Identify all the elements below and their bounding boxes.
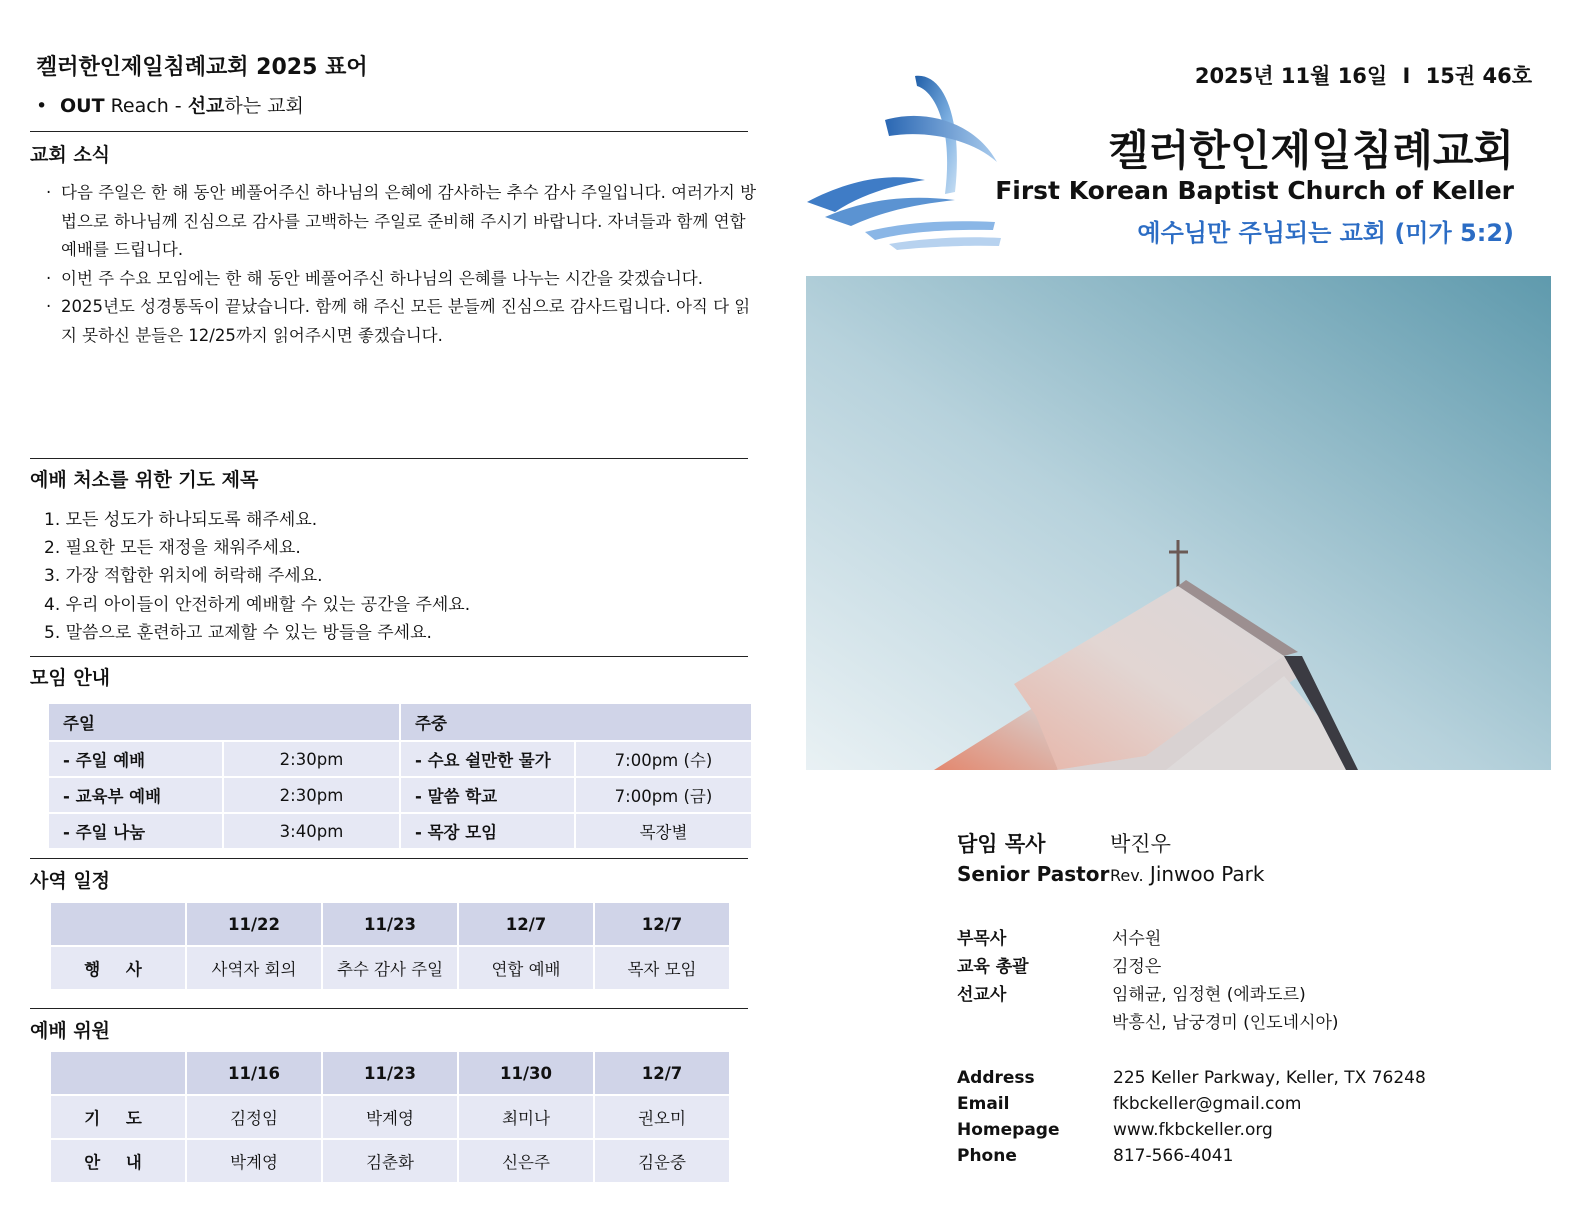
- meeting-label: - 목장 모임: [401, 814, 574, 848]
- name-cell: 김정임: [187, 1096, 321, 1138]
- issue-separator: I: [1402, 64, 1411, 88]
- name-cell: 최미나: [459, 1096, 593, 1138]
- motto-title: 켈러한인제일침례교회 2025 표어: [36, 55, 368, 80]
- table-row: [51, 947, 729, 989]
- prayer-item: 4. 우리 아이들이 안전하게 예배할 수 있는 공간을 주세요.: [44, 594, 471, 615]
- pastor-en-fullname: Jinwoo Park: [1149, 862, 1265, 886]
- corner-cell: [51, 903, 185, 945]
- table-row: [49, 742, 751, 776]
- name-cell: 김운중: [595, 1140, 729, 1182]
- issue-line: [1195, 60, 1532, 90]
- church-logo: [805, 72, 1005, 250]
- church-photo: [806, 276, 1551, 770]
- ministry-table: [49, 901, 731, 991]
- meeting-label: - 교육부 예배: [49, 778, 222, 812]
- email-link[interactable]: fkbckeller@gmail.com: [1113, 1094, 1302, 1114]
- table-row: [49, 814, 751, 848]
- missionary-line: 박흥신, 남궁경미 (인도네시아): [1112, 1013, 1339, 1033]
- divider: [30, 458, 748, 459]
- issue-date: 2025년 11월 16일: [1194, 64, 1388, 88]
- phone-value: 817-566-4041: [1113, 1146, 1234, 1166]
- meeting-time: 2:30pm: [224, 742, 399, 776]
- sunday-header: 주일: [49, 704, 399, 740]
- pastor-en-label: Senior Pastor: [957, 862, 1110, 886]
- address-label: Address: [957, 1068, 1035, 1088]
- missionary-label: 선교사: [957, 985, 1007, 1005]
- date-header: 11/22: [187, 903, 321, 945]
- meetings-table: [47, 702, 753, 850]
- event-cell: 추수 감사 주일: [323, 947, 457, 989]
- church-name-en: First Korean Baptist Church of Keller: [995, 176, 1514, 205]
- pastor-kr-name: 박진우: [1110, 832, 1171, 856]
- table-row: [51, 1140, 729, 1182]
- news-list: [46, 179, 766, 350]
- meeting-time: 7:00pm (금): [576, 778, 751, 812]
- news-item: · 다음 주일은 한 해 동안 베풀어주신 하나님의 은혜에 감사하는 추수 감사 주일입니다. 여러가지 방법으로 하나님께 진심으로 감사를 고백하는 주일로 준비해 주시기 바랍니다. 자녀들과 함께 연합 예배를 드립니다.: [46, 183, 757, 259]
- church-tagline: 예수님만 주님되는 교회 (미가 5:2): [1137, 219, 1514, 247]
- meeting-time: 7:00pm (수): [576, 742, 751, 776]
- name-cell: 신은주: [459, 1140, 593, 1182]
- pastor-en-name: [1110, 862, 1264, 886]
- name-cell: 박계영: [187, 1140, 321, 1182]
- phone-label: Phone: [957, 1146, 1017, 1166]
- missionary-line: 임해균, 임정현 (에콰도르): [1112, 985, 1306, 1005]
- motto-bullet: [36, 91, 304, 118]
- assoc-label: 부목사: [957, 929, 1007, 949]
- divider: [30, 1008, 748, 1009]
- row-label: 기 도: [51, 1096, 185, 1138]
- homepage-link[interactable]: www.fkbckeller.org: [1113, 1120, 1273, 1140]
- divider: [30, 656, 748, 657]
- prayer-item: 3. 가장 적합한 위치에 허락해 주세요.: [44, 566, 323, 587]
- prayer-item: 2. 필요한 모든 재정을 채워주세요.: [44, 538, 301, 559]
- motto-mission: 선교: [187, 95, 225, 117]
- issue-number: 15권 46호: [1425, 64, 1532, 88]
- divider: [30, 858, 748, 859]
- news-item: · 2025년도 성경통독이 끝났습니다. 함께 해 주신 모든 분들께 진심으로 감사드립니다. 아직 다 읽지 못하신 분들은 12/25까지 읽어주시면 좋겠습니다.: [46, 297, 751, 345]
- pastor-kr-label: 담임 목사: [957, 832, 1046, 856]
- email-label: Email: [957, 1094, 1010, 1114]
- date-header: 11/16: [187, 1052, 321, 1094]
- meeting-time: 2:30pm: [224, 778, 399, 812]
- row-label: 행 사: [51, 947, 185, 989]
- prayer-title: 예배 처소를 위한 기도 제목: [30, 469, 259, 491]
- date-header: 12/7: [459, 903, 593, 945]
- meeting-time: 3:40pm: [224, 814, 399, 848]
- committee-title: 예배 위원: [30, 1020, 111, 1042]
- prayer-item: 1. 모든 성도가 하나되도록 해주세요.: [44, 510, 318, 530]
- news-title: 교회 소식: [30, 144, 111, 166]
- committee-table: [49, 1050, 731, 1184]
- name-cell: 권오미: [595, 1096, 729, 1138]
- date-header: 11/23: [323, 1052, 457, 1094]
- meetings-title: 모임 안내: [30, 667, 111, 689]
- meeting-label: - 주일 나눔: [49, 814, 222, 848]
- meeting-label: - 수요 쉴만한 물가: [401, 742, 574, 776]
- date-header: 12/7: [595, 903, 729, 945]
- row-label: 안 내: [51, 1140, 185, 1182]
- event-cell: 목자 모임: [595, 947, 729, 989]
- news-item: · 이번 주 수요 모임에는 한 해 동안 베풀어주신 하나님의 은혜를 나누는 시간을 갖겠습니다.: [46, 268, 703, 288]
- event-cell: 사역자 회의: [187, 947, 321, 989]
- date-header: 11/23: [323, 903, 457, 945]
- meeting-label: - 주일 예배: [49, 742, 222, 776]
- name-cell: 박계영: [323, 1096, 457, 1138]
- motto-reach: Reach -: [104, 95, 188, 117]
- address-value: 225 Keller Parkway, Keller, TX 76248: [1113, 1068, 1426, 1088]
- pastor-en-prefix: Rev.: [1110, 866, 1144, 885]
- edu-label: 교육 총괄: [957, 957, 1029, 977]
- divider: [30, 131, 748, 132]
- prayer-list: [44, 506, 470, 647]
- ministry-title: 사역 일정: [30, 870, 111, 892]
- meeting-label: - 말씀 학교: [401, 778, 574, 812]
- edu-name: 김정은: [1112, 957, 1162, 977]
- corner-cell: [51, 1052, 185, 1094]
- church-name-kr: 켈러한인제일침례교회: [1108, 126, 1514, 175]
- prayer-item: 5. 말씀으로 훈련하고 교제할 수 있는 방들을 주세요.: [44, 622, 432, 643]
- table-row: [49, 778, 751, 812]
- motto-church: 하는 교회: [224, 95, 304, 117]
- motto-out: OUT: [60, 95, 105, 117]
- homepage-label: Homepage: [957, 1120, 1060, 1140]
- weekday-header: 주중: [401, 704, 751, 740]
- meeting-time: 목장별: [576, 814, 751, 848]
- assoc-name: 서수원: [1112, 929, 1162, 949]
- date-header: 11/30: [459, 1052, 593, 1094]
- table-row: [51, 1096, 729, 1138]
- bullet-dot: •: [36, 95, 48, 117]
- date-header: 12/7: [595, 1052, 729, 1094]
- event-cell: 연합 예배: [459, 947, 593, 989]
- name-cell: 김춘화: [323, 1140, 457, 1182]
